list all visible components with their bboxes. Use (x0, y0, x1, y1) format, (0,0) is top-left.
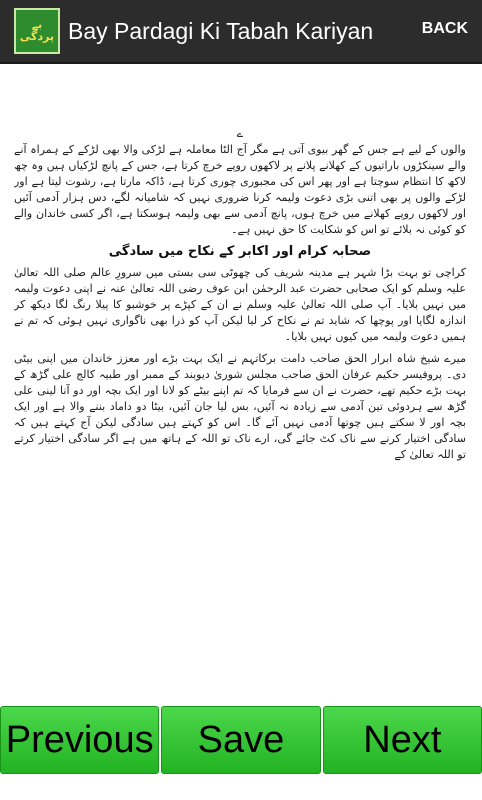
app-title: Bay Pardagi Ki Tabah Kariyan (68, 17, 374, 44)
paragraph: والوں کے لیے ہے جس کے گھر بیوی آتی ہے مگر آج الٹا معاملہ ہے لڑکی والا بھی لڑکے کے ہمراہ آنے والے سینکڑوں باراتیوں کے کھلانے پلانے پر لاکھوں روپے خرچ کرتا ہے، جس کے پانچ لڑکیاں ہیں وہ چھ لاکھ کا انتظام سوچتا ہے اور پھر اس کی مجبوری چوری کرتا ہے، ڈاکہ مارتا ہے، رشوت لیتا ہے اور لڑکے والوں پر بھی اتنی بڑی دعوت ولیمہ کرنا ضروری نہیں کہ شامیانہ لگے، دس ہزار آدمی آئیں اور لاکھوں روپے کھلانے میں خرچ ہوں، پانچ آدمی سے بھی ولیمہ ہوسکتا ہے، اگر کسی خاندان والے کو کوئی نہ بلائے تو اس کو شکایت کا حق نہیں ہے۔ (14, 143, 466, 236)
bottom-nav-bar (0, 706, 482, 774)
paragraph: کراچی تو بہت بڑا شہر ہے مدینہ شریف کی چھوٹی سی بستی میں سرورِ عالم صلی اللہ تعالیٰ علیہ وسلم کو ایک صحابی حضرت عبد الرحمٰن ابن عوف رضی اللہ تعالیٰ عنہ نے اپنی دعوت ولیمہ میں نہیں بلایا۔ آپ صلی اللہ تعالیٰ علیہ وسلم نے ان کے کپڑے پر خوشبو کا پیلا رنگ لگا دیکھ کر اندازہ لگایا اور پوچھا کہ شاید تم نے نکاح کر لیا لیکن آپ کو ذرا بھی ناگواری نہیں ہوئی کہ تم نے ہمیں دعوت ولیمہ میں کیوں نہیں بلایا۔ (14, 266, 466, 343)
section-heading: صحابہ کرام اور اکابر کے نکاح میں سادگی (108, 244, 372, 259)
urdu-page (14, 126, 466, 463)
previous-button[interactable]: Previous (0, 706, 159, 774)
app-bar (0, 0, 482, 64)
back-button[interactable]: BACK (421, 20, 468, 37)
page-content[interactable] (14, 76, 466, 696)
paragraph: میرے شیخ شاہ ابرار الحق صاحب دامت برکاتہم نے ایک بہت بڑے اور معزز خاندان میں اپنی بیٹی دی۔ پروفیسر حکیم عرفان الحق صاحب مجلس شوریٰ دیوبند کے ممبر اور طبیہ کالج علی گڑھ کے بہت بڑے حکیم تھے، حضرت نے ان سے فرمایا کہ تم اپنے بیٹے کو لانا اور ایک بچہ اور دو آنا لینی علی گڑھ سے ہردوئی تین آدمی سے زیادہ نہ آئیں، بس لیا جان آئیں، بیٹا دو داماد بننے والا ہے اور ایک بچہ اور لا سکتے ہیں چوتھا آدمی نہیں آئے گا۔ اس کو کہتے ہیں سادگی لیکن آج کہتے ہیں کہ سادگی اختیار کرنے سے ناک کٹ جائے گی، ارے ناک تو اللہ کے ہاتھ میں ہے اگر سادگی اختیار کرتے تو اللہ تعالیٰ کے (14, 352, 466, 461)
page-intro: ے (236, 127, 244, 140)
save-button[interactable]: Save (161, 706, 320, 774)
app-logo-icon: بے پردگی (14, 8, 60, 54)
next-button[interactable]: Next (323, 706, 482, 774)
